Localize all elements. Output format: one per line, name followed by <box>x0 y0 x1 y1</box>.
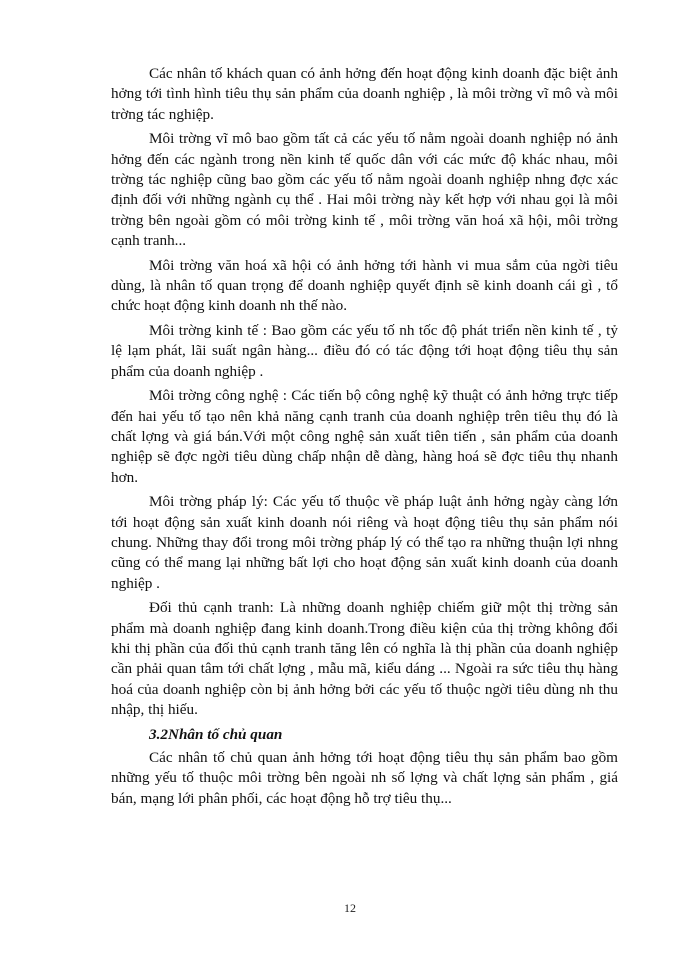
paragraph-macro-environment: Môi trờng vĩ mô bao gồm tất cả các yếu tố nằm ngoài doanh nghiệp nó ảnh hởng đến các ngành trong nền kinh tế quốc dân với các mức độ khác nhau, môi trờng tác nghiệp cũng bao gồm các yếu tố nằm ngoài doanh nghiệp nhng đợc xác định đối với những ngành cụ thể . Hai môi trờng này kết hợp với nhau gọi là môi trờng bên ngoài gồm có môi trờng kinh tế , môi trờng văn hoá xã hội, môi trờng cạnh tranh... <box>111 130 618 250</box>
paragraph-legal-environment: Môi trờng pháp lý: Các yếu tố thuộc về pháp luật ảnh hởng ngày càng lớn tới hoạt động sản xuất kinh doanh nói riêng và hoạt động tiêu thụ sản phẩm nói chung. Những thay đổi trong môi trờng pháp lý có thể tạo ra những thuận lợi nhng cũng có thể mang lại những bất lợi cho hoạt động sản xuất kinh doanh của doanh nghiệp . <box>111 493 618 592</box>
page-number: 12 <box>344 901 356 915</box>
paragraph-subjective-factors: Các nhân tố chủ quan ảnh hởng tới hoạt động tiêu thụ sản phẩm bao gồm những yếu tố thuộc môi trờng bên ngoài nh số lợng và chất lợng sản phẩm , giá bán, mạng lới phân phối, các hoạt động hỗ trợ tiêu thụ... <box>111 749 618 807</box>
paragraph-cultural-environment: Môi trờng văn hoá xã hội có ảnh hởng tới hành vi mua sắm của ngời tiêu dùng, là nhân tố quan trọng để doanh nghiệp quyết định sẽ kinh doanh cái gì , tổ chức hoạt động kinh doanh nh thế nào. <box>111 256 618 315</box>
paragraph-competitors: Đối thủ cạnh tranh: Là những doanh nghiệp chiếm giữ một thị trờng sản phẩm mà doanh nghiệp đang kinh doanh.Trong điều kiện của thị trờng không đổi khi thị phần của đối thủ cạnh tranh tăng lên có nghĩa là thị phần của doanh nghiệp cần phải quan tâm tới chất lợng , mẫu mã, kiểu dáng ... Ngoài ra sức tiêu thụ hàng hoá của doanh nghiệp còn bị ảnh hởng bởi các yếu tố thuộc ngời tiêu dùng nh thu nhập, thị hiếu. <box>111 599 618 719</box>
section-heading: 3.2Nhân tố chủ quan <box>149 725 283 743</box>
paragraph-economic-environment: Môi trờng kinh tế : Bao gồm các yếu tố nh tốc độ phát triển nền kinh tế , tỷ lệ lạm phát, lãi suất ngân hàng... điều đó có tác động tới hoạt động tiêu thụ sản phẩm của doanh nghiệp . <box>111 321 618 380</box>
paragraph-external-factors: Các nhân tố khách quan có ảnh hởng đến hoạt động kinh doanh đặc biệt ảnh hởng tới tình hình tiêu thụ sản phẩm của doanh nghiệp , là môi trờng vĩ mô và môi trờng tác nghiệp. <box>111 65 618 123</box>
paragraph-technology-environment: Môi trờng công nghệ : Các tiến bộ công nghệ kỹ thuật có ảnh hởng trực tiếp đến hai yếu tố tạo nên khả năng cạnh tranh của doanh nghiệp trên tiêu thụ đó là chất lợng và giá bán.Với một công nghệ sản xuất tiên tiến , sản phẩm của doanh nghiệp sẽ đợc ngời tiêu dùng chấp nhận dễ dàng, hàng hoá sẽ đợc tiêu thụ nhanh hơn. <box>111 387 618 486</box>
document-body <box>111 64 618 809</box>
